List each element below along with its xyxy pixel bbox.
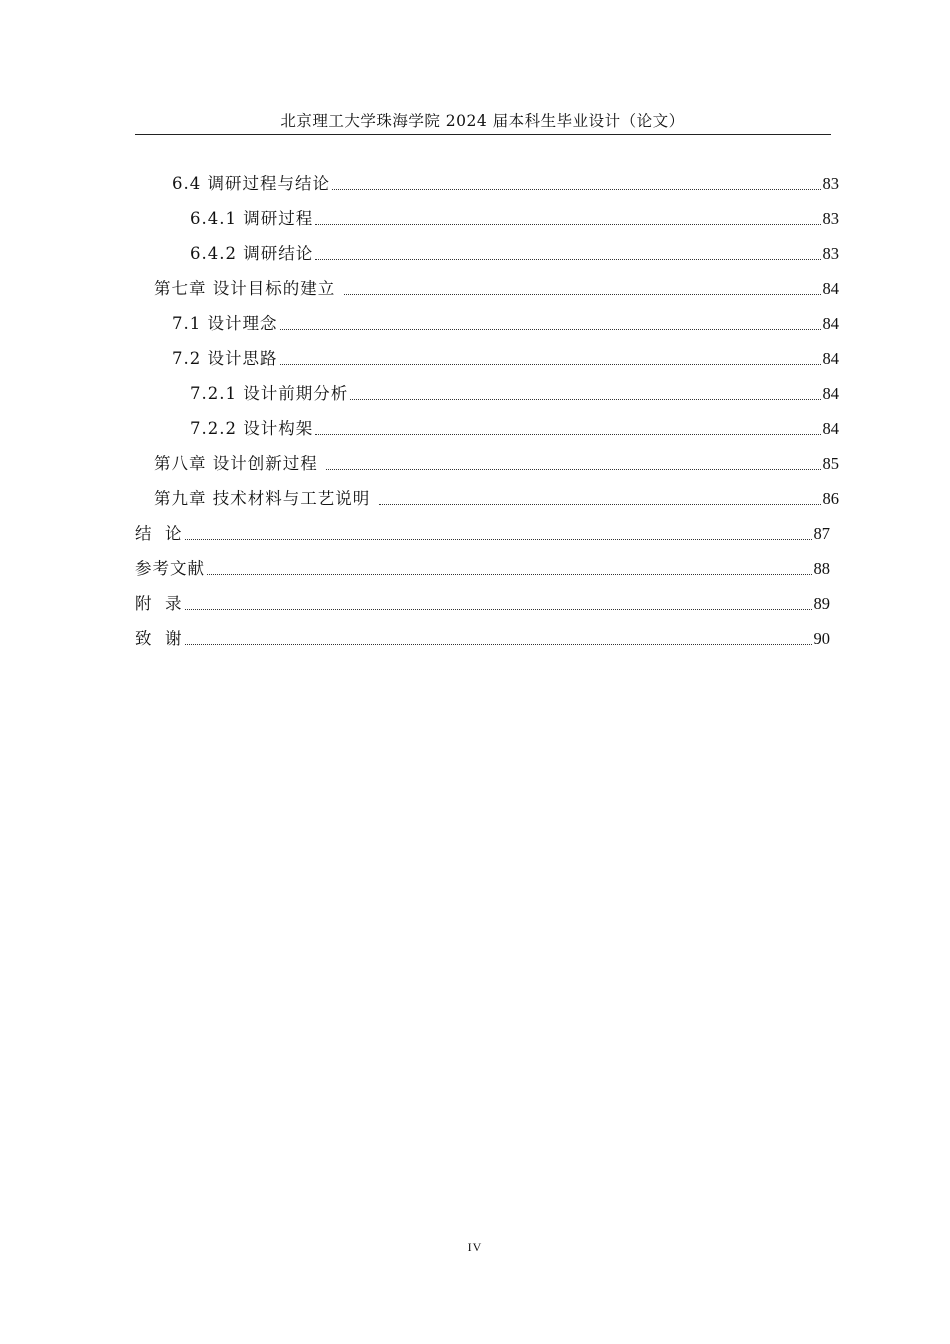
toc-entry-acknowledgements[interactable] xyxy=(135,623,830,649)
toc-leader-dots xyxy=(280,329,821,330)
toc-entry-page: 89 xyxy=(813,594,830,613)
toc-entry-title: 致 谢 xyxy=(135,629,183,648)
toc-entry-title: 6.4.1 调研过程 xyxy=(190,209,314,228)
toc-leader-dots xyxy=(332,189,821,190)
toc-leader-dots xyxy=(350,399,820,400)
toc-entry-7-1[interactable] xyxy=(172,308,839,334)
toc-leader-dots xyxy=(344,294,821,295)
toc-entry-page: 85 xyxy=(822,454,839,473)
toc-entry-7-2-1[interactable] xyxy=(190,378,839,404)
toc-entry-appendix[interactable] xyxy=(135,588,830,614)
toc-leader-dots xyxy=(315,259,820,260)
toc-entry-title: 7.1 设计理念 xyxy=(172,314,278,333)
toc-entry-page: 90 xyxy=(813,629,830,648)
toc-entry-title: 参考文献 xyxy=(135,559,205,578)
toc-entry-chapter-7[interactable] xyxy=(154,273,839,299)
toc-entry-page: 84 xyxy=(822,419,839,438)
toc-entry-title: 第九章 技术材料与工艺说明 xyxy=(154,489,377,508)
toc-entry-title: 附 录 xyxy=(135,594,183,613)
page-number: IV xyxy=(467,1240,483,1254)
toc-entry-chapter-8[interactable] xyxy=(154,448,839,474)
toc-entry-page: 84 xyxy=(822,314,839,333)
toc-entry-7-2-2[interactable] xyxy=(190,413,839,439)
toc-entry-page: 84 xyxy=(822,384,839,403)
toc-entry-6-4[interactable] xyxy=(172,168,839,194)
toc-leader-dots xyxy=(185,609,812,610)
toc-entry-page: 87 xyxy=(813,524,830,543)
toc-leader-dots xyxy=(379,504,821,505)
toc-entry-title: 6.4.2 调研结论 xyxy=(190,244,314,263)
toc-entry-page: 83 xyxy=(822,244,839,263)
toc-entry-chapter-9[interactable] xyxy=(154,483,839,509)
header-rule xyxy=(135,134,831,135)
toc-leader-dots xyxy=(315,434,820,435)
toc-entry-page: 83 xyxy=(822,209,839,228)
toc-entry-page: 88 xyxy=(813,559,830,578)
toc-leader-dots xyxy=(326,469,821,470)
toc-entry-page: 84 xyxy=(822,349,839,368)
toc-entry-6-4-2[interactable] xyxy=(190,238,839,264)
toc-entry-title: 7.2.2 设计构架 xyxy=(190,419,314,438)
running-header: 北京理工大学珠海学院 2024 届本科生毕业设计（论文） xyxy=(280,112,685,130)
toc-entry-6-4-1[interactable] xyxy=(190,203,839,229)
toc-leader-dots xyxy=(315,224,820,225)
toc-leader-dots xyxy=(185,539,812,540)
toc-entry-page: 83 xyxy=(822,174,839,193)
toc-entry-page: 86 xyxy=(822,489,839,508)
toc-entry-title: 结 论 xyxy=(135,524,183,543)
toc-entry-7-2[interactable] xyxy=(172,343,839,369)
toc-leader-dots xyxy=(185,644,812,645)
toc-entry-references[interactable] xyxy=(135,553,830,579)
toc-entry-title: 6.4 调研过程与结论 xyxy=(172,174,330,193)
toc-leader-dots xyxy=(207,574,812,575)
toc-entry-conclusion[interactable] xyxy=(135,518,830,544)
toc-entry-title: 第八章 设计创新过程 xyxy=(154,454,324,473)
toc-entry-title: 7.2.1 设计前期分析 xyxy=(190,384,349,403)
toc-entry-page: 84 xyxy=(822,279,839,298)
toc-entry-title: 第七章 设计目标的建立 xyxy=(154,279,342,298)
toc-leader-dots xyxy=(280,364,821,365)
toc-entry-title: 7.2 设计思路 xyxy=(172,349,278,368)
